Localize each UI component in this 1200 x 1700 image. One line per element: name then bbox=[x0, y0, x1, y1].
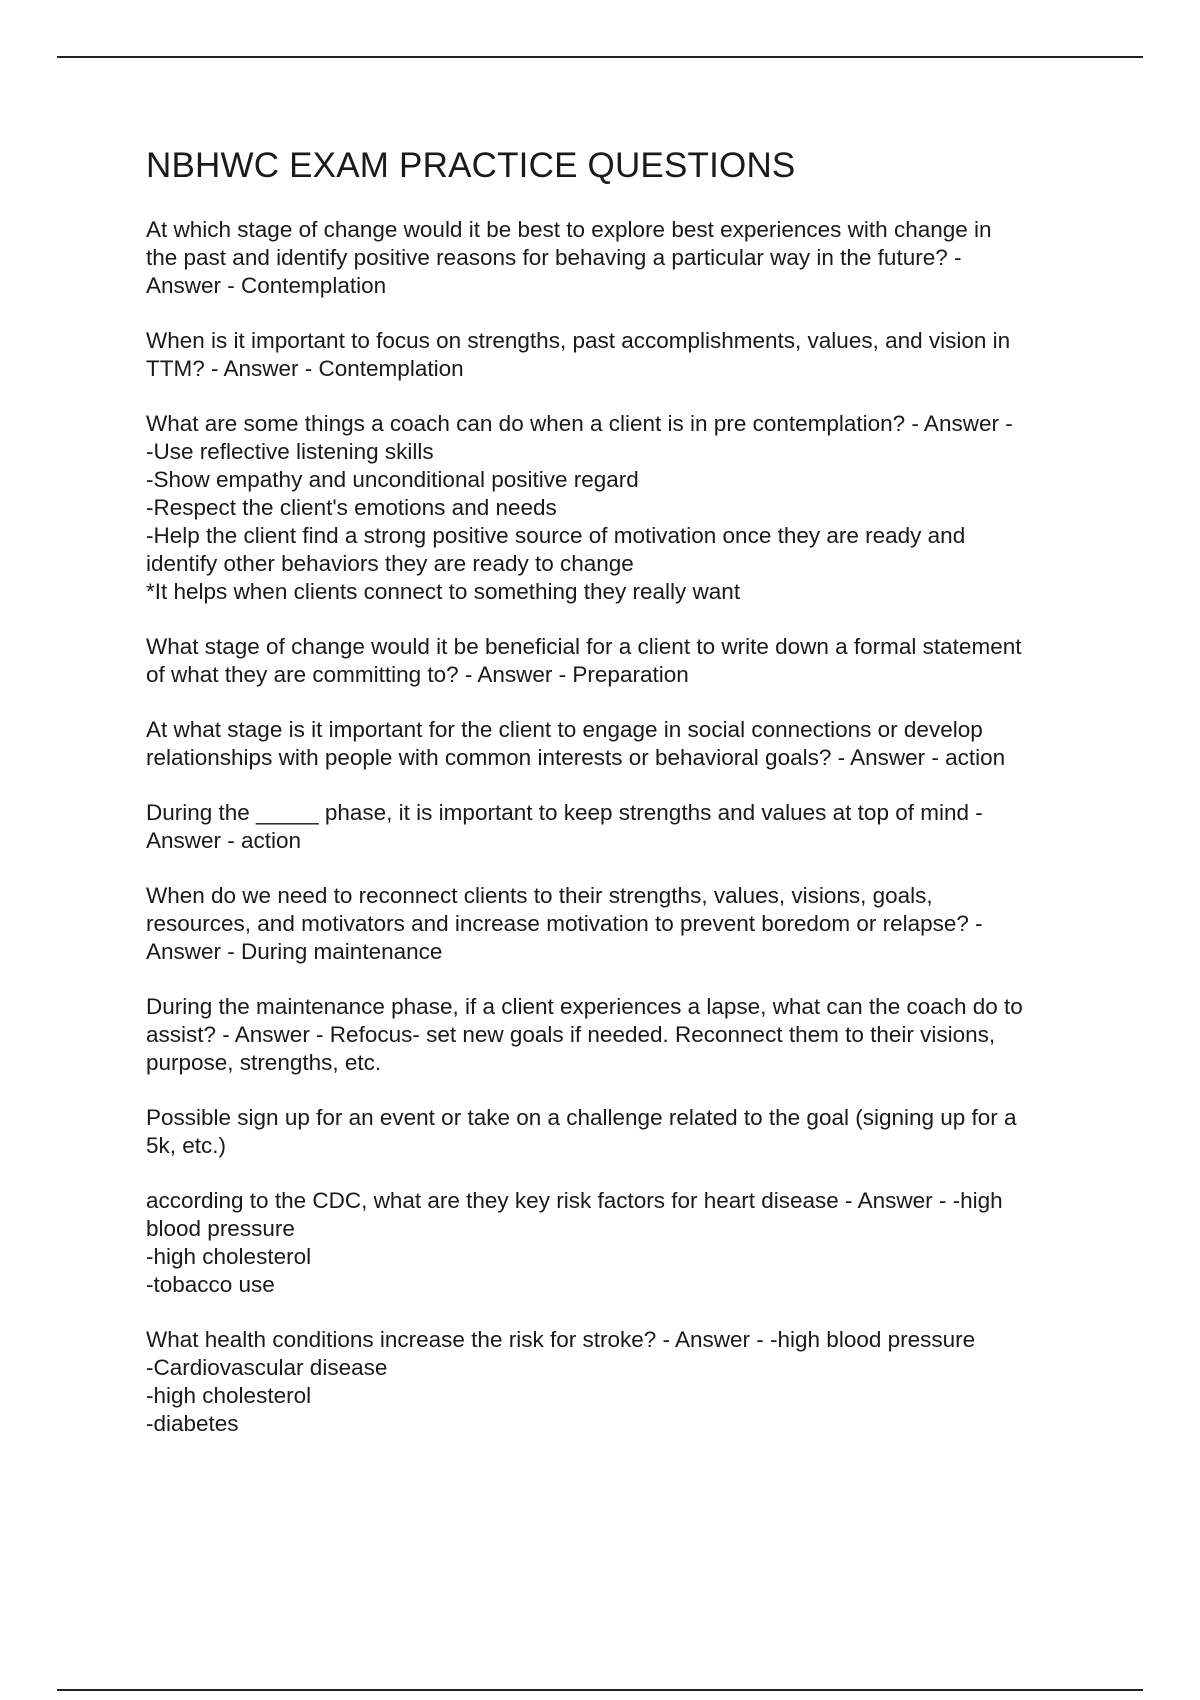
page-top-rule bbox=[57, 56, 1143, 58]
qa-line: the past and identify positive reasons for behaving a particular way in the future? - bbox=[146, 245, 962, 270]
qa-entry bbox=[146, 633, 1101, 689]
qa-line: What are some things a coach can do when a client is in pre contemplation? - Answer - bbox=[146, 411, 1013, 436]
qa-line: blood pressure bbox=[146, 1216, 295, 1241]
qa-line: -Help the client find a strong positive source of motivation once they are ready and bbox=[146, 523, 966, 548]
qa-entry bbox=[146, 993, 1101, 1077]
qa-line: relationships with people with common interests or behavioral goals? - Answer - action bbox=[146, 745, 1006, 770]
qa-line: -Use reflective listening skills bbox=[146, 439, 434, 464]
qa-line: During the _____ phase, it is important to keep strengths and values at top of mind - bbox=[146, 800, 983, 825]
qa-line: What health conditions increase the risk for stroke? - Answer - -high blood pressure bbox=[146, 1327, 976, 1352]
qa-entry bbox=[146, 216, 1101, 300]
qa-entry bbox=[146, 1187, 1101, 1299]
qa-line: resources, and motivators and increase motivation to prevent boredom or relapse? - bbox=[146, 911, 983, 936]
qa-line: -high cholesterol bbox=[146, 1244, 312, 1269]
qa-entry bbox=[146, 327, 1101, 383]
qa-line: -Respect the client's emotions and needs bbox=[146, 495, 557, 520]
qa-line: When do we need to reconnect clients to their strengths, values, visions, goals, bbox=[146, 883, 933, 908]
qa-line: -Cardiovascular disease bbox=[146, 1355, 388, 1380]
qa-line: -Show empathy and unconditional positive regard bbox=[146, 467, 639, 492]
qa-entry bbox=[146, 1326, 1101, 1438]
page-title: NBHWC EXAM PRACTICE QUESTIONS bbox=[146, 146, 796, 185]
qa-line: Possible sign up for an event or take on a challenge related to the goal (signing up for a bbox=[146, 1105, 1017, 1130]
document-body bbox=[146, 144, 1101, 1465]
page-bottom-rule bbox=[57, 1689, 1143, 1691]
qa-entry bbox=[146, 716, 1101, 772]
qa-line: During the maintenance phase, if a client experiences a lapse, what can the coach do to bbox=[146, 994, 1023, 1019]
qa-line: -diabetes bbox=[146, 1411, 239, 1436]
qa-entry bbox=[146, 1104, 1101, 1160]
qa-line: -tobacco use bbox=[146, 1272, 275, 1297]
qa-line: assist? - Answer - Refocus- set new goals if needed. Reconnect them to their visions, bbox=[146, 1022, 996, 1047]
qa-line: What stage of change would it be beneficial for a client to write down a formal statement bbox=[146, 634, 1022, 659]
qa-line: according to the CDC, what are they key risk factors for heart disease - Answer - -high bbox=[146, 1188, 1003, 1213]
qa-entry bbox=[146, 799, 1101, 855]
qa-line: identify other behaviors they are ready to change bbox=[146, 551, 634, 576]
qa-entry bbox=[146, 410, 1101, 606]
qa-line: TTM? - Answer - Contemplation bbox=[146, 356, 464, 381]
qa-line: Answer - Contemplation bbox=[146, 273, 387, 298]
qa-line: -high cholesterol bbox=[146, 1383, 312, 1408]
qa-line: of what they are committing to? - Answer - Preparation bbox=[146, 662, 689, 687]
qa-line: Answer - During maintenance bbox=[146, 939, 443, 964]
qa-line: At which stage of change would it be best to explore best experiences with change in bbox=[146, 217, 992, 242]
qa-line: When is it important to focus on strengths, past accomplishments, values, and vision in bbox=[146, 328, 1011, 353]
qa-line: *It helps when clients connect to something they really want bbox=[146, 579, 741, 604]
qa-line: purpose, strengths, etc. bbox=[146, 1050, 382, 1075]
qa-line: 5k, etc.) bbox=[146, 1133, 227, 1158]
qa-entry bbox=[146, 882, 1101, 966]
qa-line: Answer - action bbox=[146, 828, 302, 853]
qa-line: At what stage is it important for the client to engage in social connections or develop bbox=[146, 717, 983, 742]
